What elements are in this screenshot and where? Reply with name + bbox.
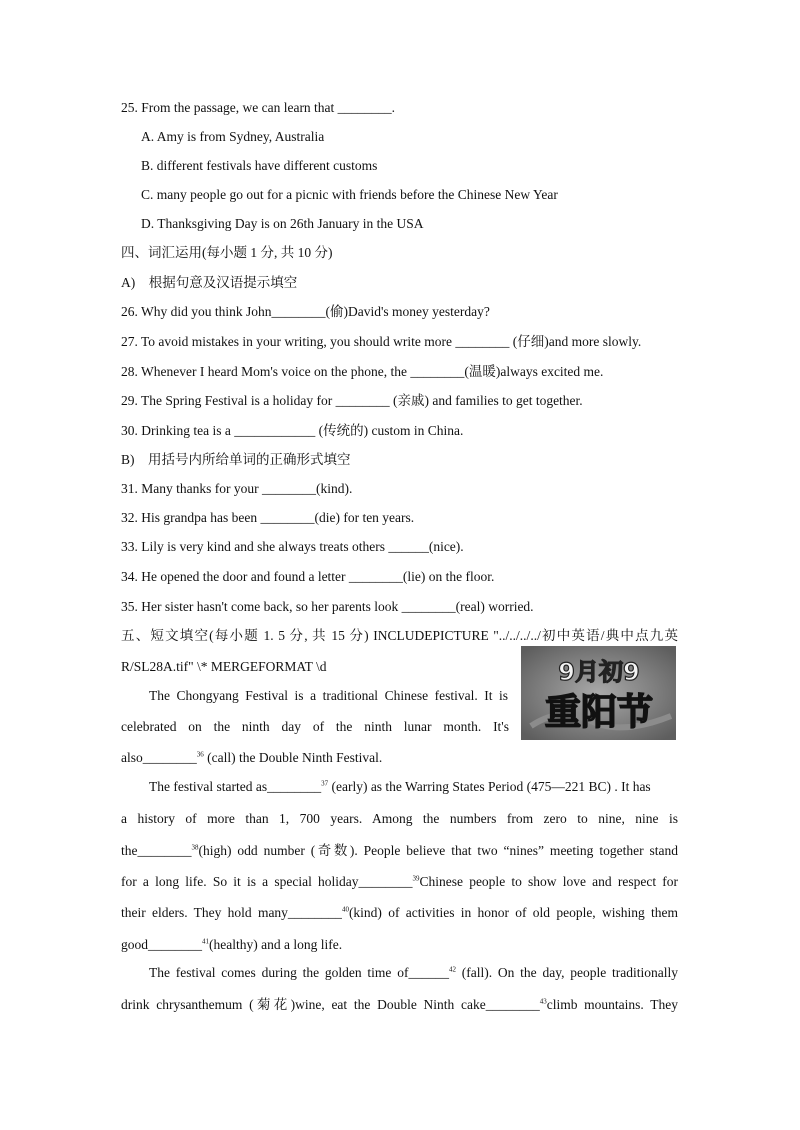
question-31: 31. Many thanks for your ________(kind). (121, 481, 353, 496)
blank-number-41: 41 (202, 937, 209, 946)
section-4-part-b-heading: B) 用括号内所给单词的正确形式填空 (121, 452, 351, 467)
passage-text-segment: their elders. They hold many________ (121, 905, 342, 920)
passage-text-segment: The festival comes during the golden time of______ (149, 965, 449, 980)
blank-number-40: 40 (341, 905, 349, 914)
passage-text-segment: climb mountains. They (546, 997, 678, 1012)
passage-text-segment: Chinese people to show love and respect for (419, 874, 679, 889)
passage-text-segment: drink chrysanthemum (菊花)wine, eat the Double Ninth cake________ (121, 997, 540, 1012)
section-4-heading: 四、词汇运用(每小题 1 分, 共 10 分) (121, 245, 333, 260)
passage-text-segment: The festival started as________ (149, 779, 322, 794)
question-27: 27. To avoid mistakes in your writing, you should write more ________ (仔细)and more slowly. (121, 334, 642, 349)
passage-paragraph-1-line-3 (121, 748, 382, 768)
festival-logo-date-text: 9月初9 (558, 658, 640, 686)
question-25-stem: 25. From the passage, we can learn that ________. (121, 100, 396, 115)
blank-number-37: 37 (321, 779, 329, 788)
passage-paragraph-1-line-2: celebrated on the ninth day of the ninth lunar month. It's (121, 719, 509, 734)
passage-paragraph-3-line-2 (121, 995, 678, 1015)
passage-text-segment: (call) the Double Ninth Festival. (203, 750, 383, 765)
question-32: 32. His grandpa has been ________(die) for ten years. (121, 510, 415, 525)
festival-logo-title-text: 重阳节 (544, 692, 654, 733)
section-5-heading-line-1: 五、短文填空(每小题 1. 5 分, 共 15 分) INCLUDEPICTURE "../../../../初中英语/典中点九英 (121, 628, 678, 643)
question-33: 33. Lily is very kind and she always treats others ______(nice). (121, 539, 464, 554)
section-4-part-a-heading: A) 根据句意及汉语提示填空 (121, 275, 298, 290)
passage-paragraph-2-line-1 (149, 777, 651, 797)
passage-paragraph-2-line-2: a history of more than 1, 700 years. Among the numbers from zero to nine, nine is (121, 811, 678, 826)
question-25-option-d: D. Thanksgiving Day is on 26th January in the USA (141, 216, 424, 231)
question-29: 29. The Spring Festival is a holiday for ________ (亲戚) and families to get together. (121, 393, 583, 408)
question-35: 35. Her sister hasn't come back, so her parents look ________(real) worried. (121, 599, 534, 614)
question-28: 28. Whenever I heard Mom's voice on the phone, the ________(温暖)always excited me. (121, 364, 604, 379)
passage-text-segment: for a long life. So it is a special holiday________ (121, 874, 413, 889)
passage-paragraph-3-line-1 (149, 963, 678, 983)
passage-paragraph-2-line-5 (121, 903, 678, 923)
blank-number-36: 36 (196, 750, 204, 759)
passage-text-segment: also________ (121, 750, 197, 765)
passage-text-segment: good________ (121, 937, 202, 952)
passage-text-segment: (high) odd number (奇数). People believe that two “nines” meeting together stand (198, 843, 678, 858)
passage-text-segment: (early) as the Warring States Period (475—221 BC) . It has (328, 779, 651, 794)
blank-number-39: 39 (412, 874, 420, 883)
festival-logo-graphic (521, 646, 676, 740)
passage-text-segment: (healthy) and a long life. (209, 937, 343, 952)
question-25-option-b: B. different festivals have different customs (141, 158, 378, 173)
question-34: 34. He opened the door and found a letter ________(lie) on the floor. (121, 569, 495, 584)
section-5-heading-line-2: R/SL28A.tif" \* MERGEFORMAT \d (121, 659, 327, 674)
blank-number-42: 42 (448, 965, 456, 974)
question-26: 26. Why did you think John________(偷)David's money yesterday? (121, 304, 490, 319)
question-25-option-c: C. many people go out for a picnic with friends before the Chinese New Year (141, 187, 558, 202)
passage-text-segment: (kind) of activities in honor of old people, wishing them (348, 905, 678, 920)
question-30: 30. Drinking tea is a ____________ (传统的) custom in China. (121, 423, 464, 438)
chongyang-festival-image (521, 646, 676, 740)
question-25-option-a: A. Amy is from Sydney, Australia (141, 129, 325, 144)
blank-number-43: 43 (539, 997, 547, 1006)
passage-paragraph-1-line-1: The Chongyang Festival is a traditional Chinese festival. It is (149, 688, 508, 703)
passage-paragraph-2-line-3 (121, 841, 678, 861)
passage-paragraph-2-line-6 (121, 935, 342, 955)
passage-text-segment: the________ (121, 843, 192, 858)
passage-text-segment: (fall). On the day, people traditionally (455, 965, 678, 980)
blank-number-38: 38 (191, 843, 199, 852)
passage-paragraph-2-line-4 (121, 872, 678, 892)
